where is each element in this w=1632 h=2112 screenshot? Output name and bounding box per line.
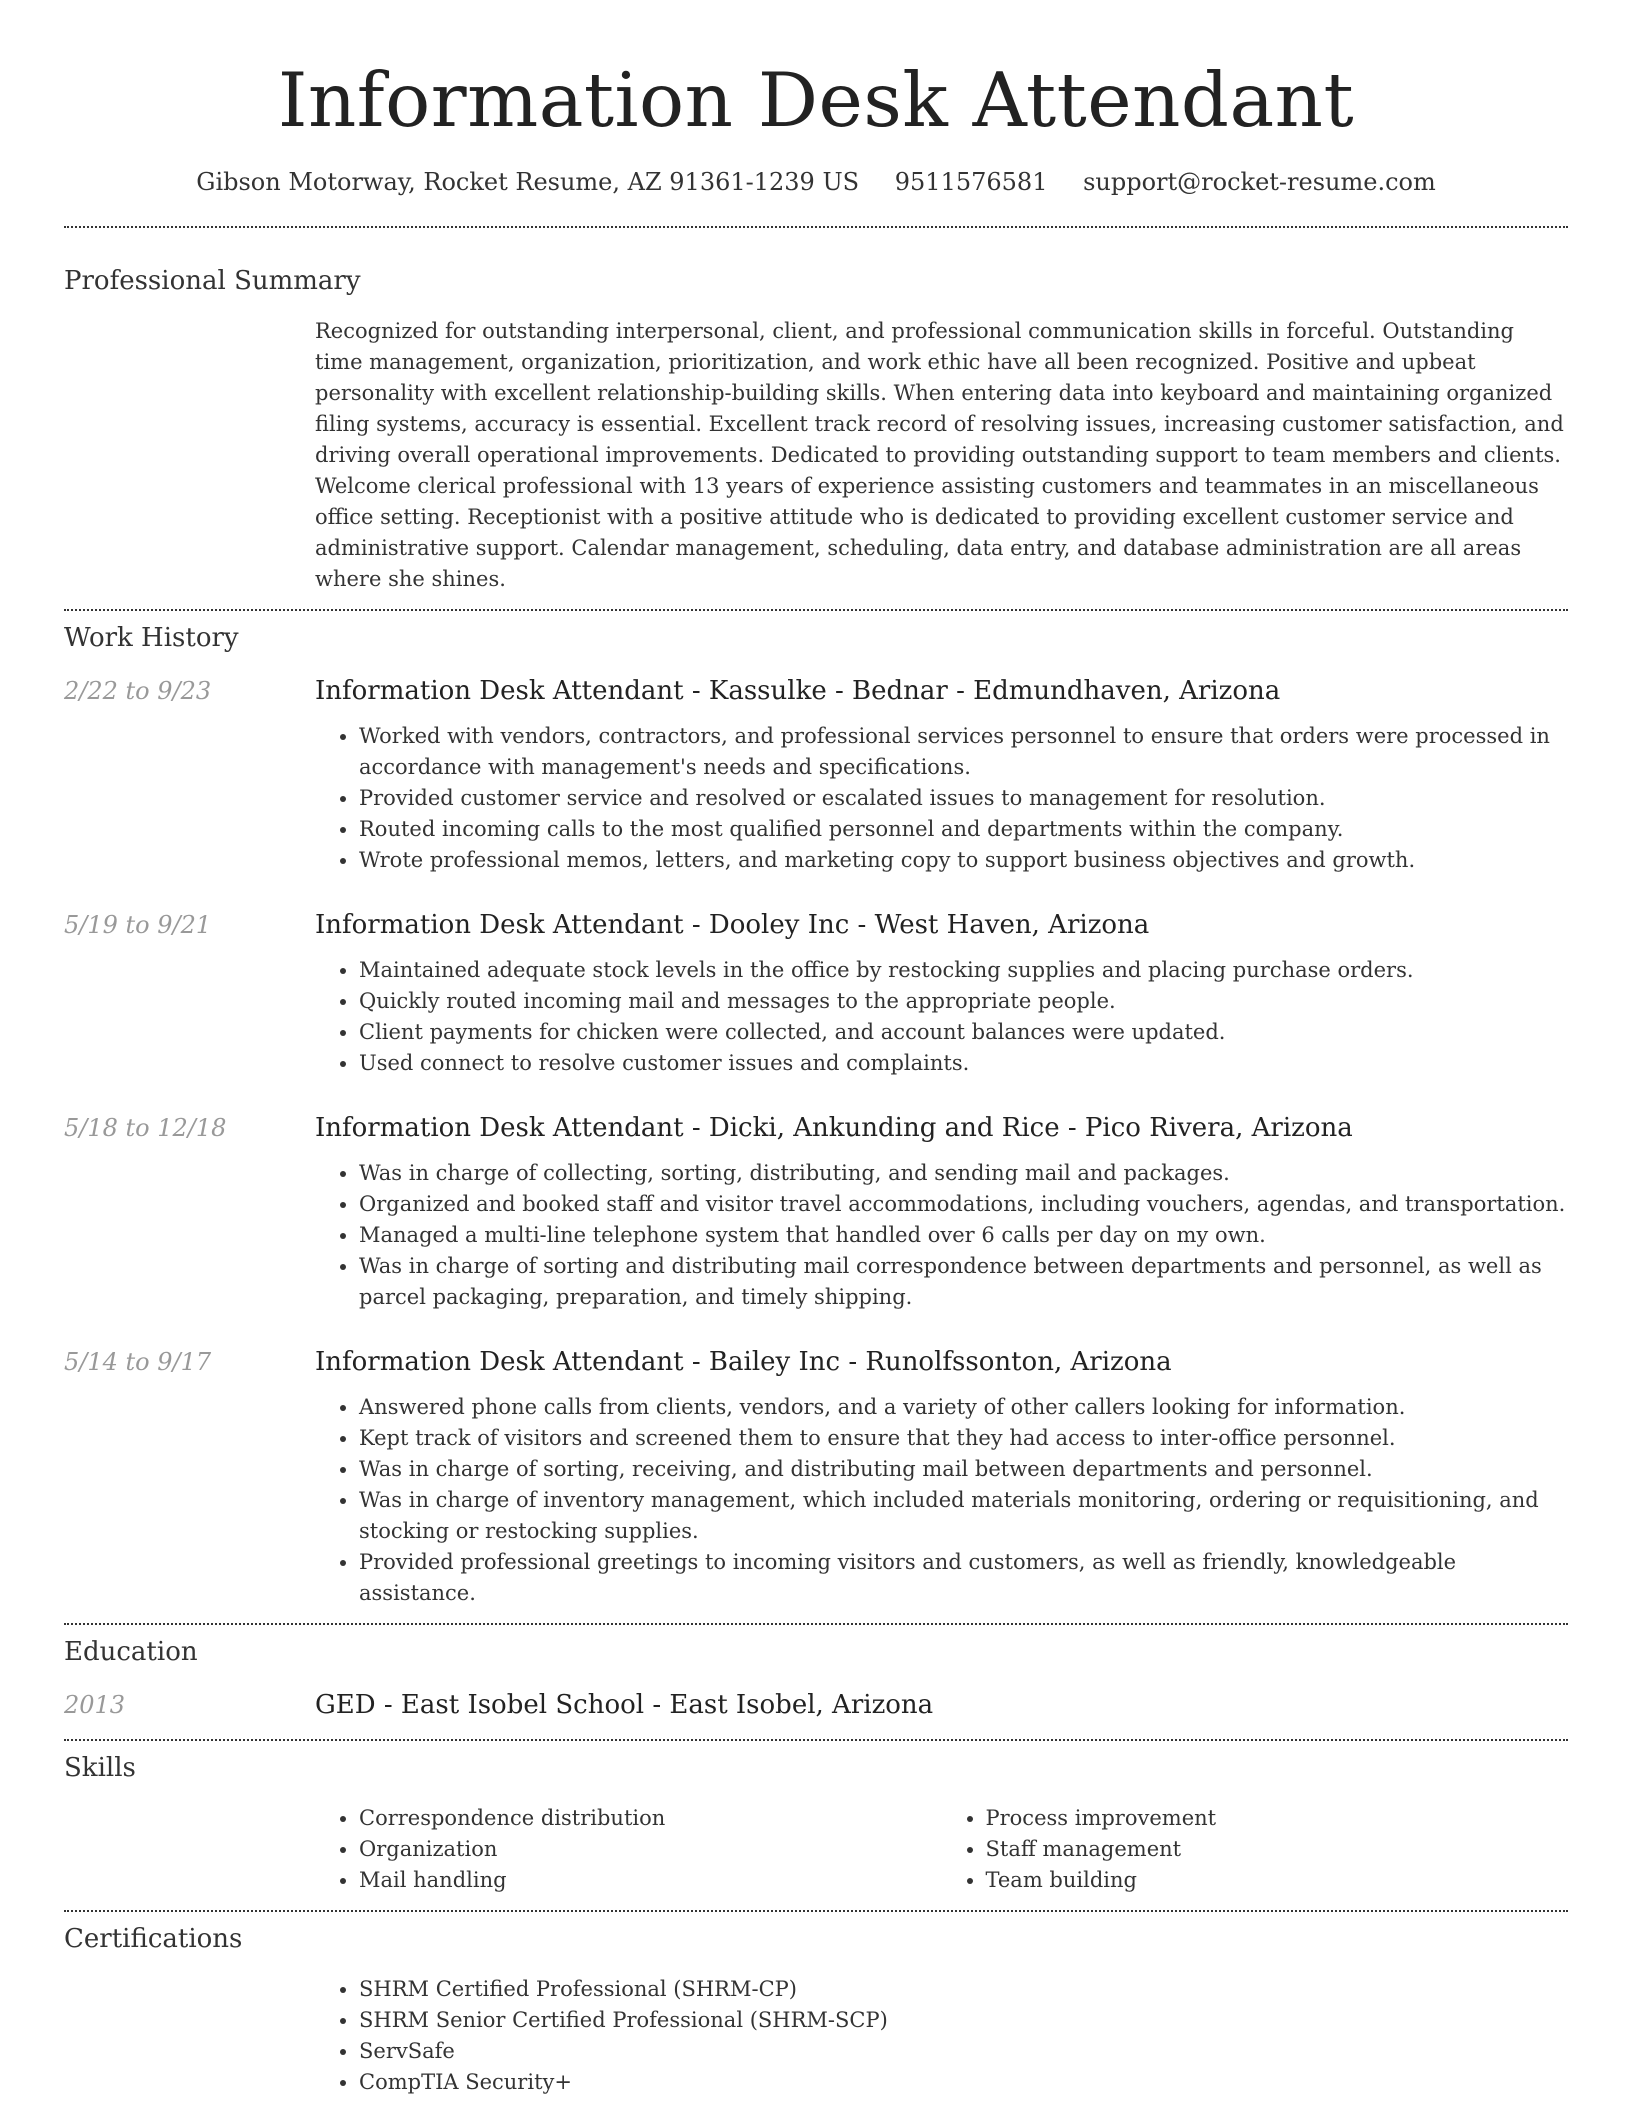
- list-item: • Managed a multi-line telephone system that handled over 6 calls per day on my own.: [359, 1220, 1568, 1251]
- list-item: • Wrote professional memos, letters, and marketing copy to support business objectives and growth.: [359, 845, 1568, 876]
- list-item: • Was in charge of sorting, receiving, and distributing mail between departments and personnel.: [359, 1454, 1568, 1485]
- certifications-list: [315, 1974, 1568, 2098]
- summary-heading: Professional Summary: [64, 266, 361, 296]
- skills-heading: Skills: [64, 1753, 136, 1783]
- job-entry: [64, 675, 1568, 876]
- summary-text: Recognized for outstanding interpersonal, client, and professional communication skills in forceful. Outstanding time management, organization, prioritization, and work ethic have all been recognized. Positive and upbeat personality with excellent relationship-building skills. When entering data into keyboard and maintaining organized filing systems, accuracy is essential. Excellent track record of resolving issues, increasing customer satisfaction, and driving overall operational improvements. Dedicated to providing outstanding support to team members and clients. Welcome clerical professional with 13 years of experience assisting customers and teammates in an miscellaneous office setting. Receptionist with a positive attitude who is dedicated to providing excellent customer service and administrative support. Calendar management, scheduling, data entry, and database administration are all areas where she shines.: [315, 319, 1564, 591]
- list-item: • Quickly routed incoming mail and messages to the appropriate people.: [359, 986, 1568, 1017]
- list-item: • Correspondence distribution: [359, 1803, 942, 1834]
- job-bullets: [315, 721, 1568, 876]
- section-divider: [64, 1739, 1568, 1741]
- contact-address: Gibson Motorway, Rocket Resume, AZ 91361-1239 US: [196, 168, 860, 196]
- job-bullets: [315, 1158, 1568, 1313]
- resume-header: [64, 0, 1568, 198]
- list-item: • CompTIA Security+: [359, 2067, 1568, 2098]
- job-title: Information Desk Attendant - Dicki, Ankunding and Rice - Pico Rivera, Arizona: [315, 1113, 1353, 1143]
- list-item: • Maintained adequate stock levels in the office by restocking supplies and placing purchase orders.: [359, 955, 1568, 986]
- list-item: • Organized and booked staff and visitor travel accommodations, including vouchers, agendas, and transportation.: [359, 1189, 1568, 1220]
- list-item: • SHRM Certified Professional (SHRM-CP): [359, 1974, 1568, 2005]
- section-divider: [64, 226, 1568, 228]
- list-item: • Was in charge of collecting, sorting, distributing, and sending mail and packages.: [359, 1158, 1568, 1189]
- education-entry: GED - East Isobel School - East Isobel, Arizona: [315, 1690, 934, 1720]
- list-item: • Process improvement: [986, 1803, 1569, 1834]
- list-item: • Worked with vendors, contractors, and professional services personnel to ensure that orders were processed in accordance with management's needs and specifications.: [359, 721, 1568, 783]
- list-item: • Provided professional greetings to incoming visitors and customers, as well as friendly, knowledgeable assistance.: [359, 1547, 1568, 1609]
- education-section: [64, 1635, 1568, 1721]
- job-entry: [64, 1112, 1568, 1313]
- skills-list-right: [942, 1803, 1569, 1896]
- candidate-name: Information Desk Attendant: [277, 56, 1355, 144]
- section-divider: [64, 1910, 1568, 1912]
- job-date: 5/18 to 12/18: [64, 1114, 227, 1142]
- list-item: • Kept track of visitors and screened them to ensure that they had access to inter-office personnel.: [359, 1423, 1568, 1454]
- education-heading: Education: [64, 1637, 198, 1667]
- certifications-section: [64, 1922, 1568, 2098]
- contact-line: [64, 166, 1568, 198]
- certifications-heading: Certifications: [64, 1924, 243, 1954]
- job-bullets: [315, 955, 1568, 1079]
- work-history-section: [64, 621, 1568, 1609]
- skills-section: [64, 1751, 1568, 1896]
- job-date: 5/19 to 9/21: [64, 911, 212, 939]
- list-item: • ServSafe: [359, 2036, 1568, 2067]
- list-item: • Answered phone calls from clients, vendors, and a variety of other callers looking for information.: [359, 1392, 1568, 1423]
- job-bullets: [315, 1392, 1568, 1609]
- job-title: Information Desk Attendant - Bailey Inc - Runolfssonton, Arizona: [315, 1347, 1172, 1377]
- job-date: 5/14 to 9/17: [64, 1348, 212, 1376]
- list-item: • Team building: [986, 1865, 1569, 1896]
- work-history-heading: Work History: [64, 623, 239, 653]
- job-date: 2/22 to 9/23: [64, 677, 212, 705]
- job-entry: [64, 1346, 1568, 1609]
- education-date: 2013: [64, 1691, 126, 1719]
- list-item: • Staff management: [986, 1834, 1569, 1865]
- job-title: Information Desk Attendant - Kassulke - Bednar - Edmundhaven, Arizona: [315, 676, 1281, 706]
- section-divider: [64, 609, 1568, 611]
- list-item: • SHRM Senior Certified Professional (SHRM-SCP): [359, 2005, 1568, 2036]
- job-entry: [64, 909, 1568, 1079]
- list-item: • Provided customer service and resolved or escalated issues to management for resolution.: [359, 783, 1568, 814]
- list-item: • Client payments for chicken were collected, and account balances were updated.: [359, 1017, 1568, 1048]
- summary-section: [64, 264, 1568, 595]
- list-item: • Organization: [359, 1834, 942, 1865]
- section-divider: [64, 1623, 1568, 1625]
- job-title: Information Desk Attendant - Dooley Inc - West Haven, Arizona: [315, 910, 1150, 940]
- list-item: • Was in charge of sorting and distributing mail correspondence between departments and personnel, as well as parcel packaging, preparation, and timely shipping.: [359, 1251, 1568, 1313]
- list-item: • Routed incoming calls to the most qualified personnel and departments within the company.: [359, 814, 1568, 845]
- contact-phone: 9511576581: [894, 168, 1048, 196]
- skills-list-left: [315, 1803, 942, 1896]
- list-item: • Mail handling: [359, 1865, 942, 1896]
- contact-email: support@rocket-resume.com: [1083, 168, 1436, 196]
- list-item: • Used connect to resolve customer issues and complaints.: [359, 1048, 1568, 1079]
- list-item: • Was in charge of inventory management, which included materials monitoring, ordering or requisitioning, and stocking or restocking supplies.: [359, 1485, 1568, 1547]
